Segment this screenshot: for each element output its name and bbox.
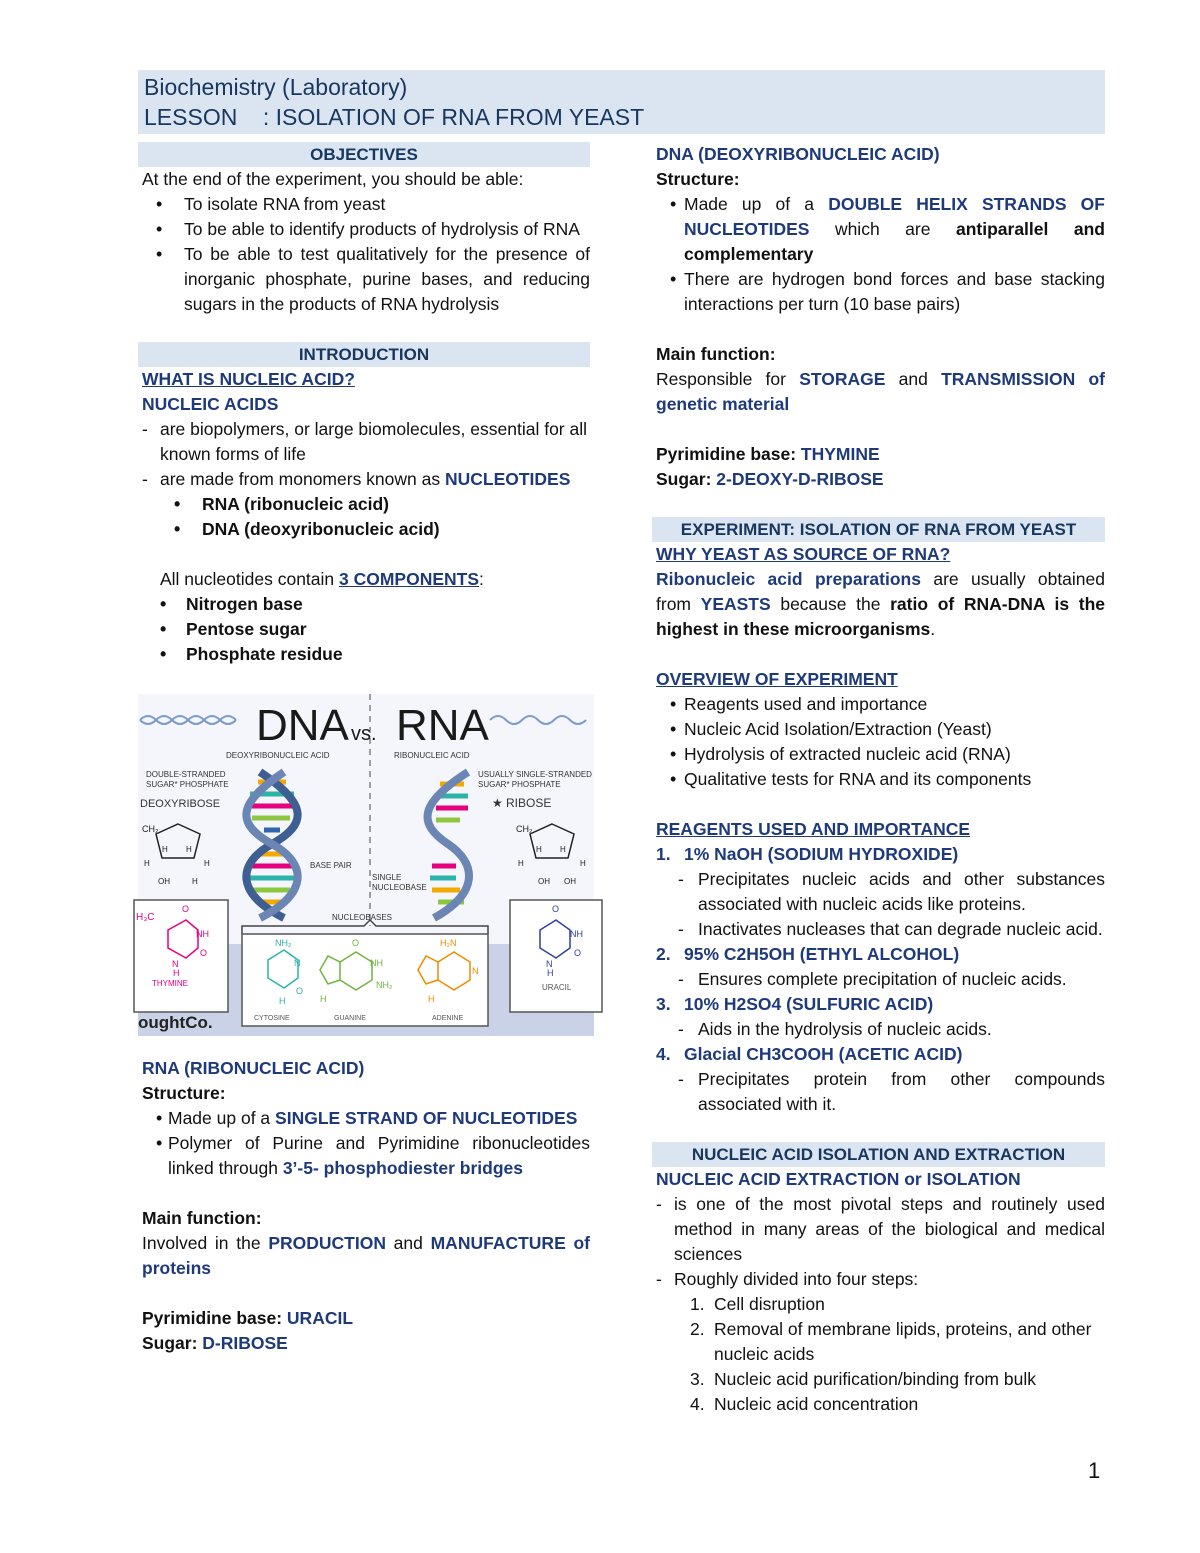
components-term: 3 COMPONENTS xyxy=(339,569,480,589)
ribose-label: RIBOSE xyxy=(506,796,552,810)
h-9: H xyxy=(518,859,524,868)
adenine-h: H xyxy=(428,994,435,1004)
list-item: • Phosphate residue xyxy=(138,642,590,667)
uracil-o-top: O xyxy=(552,904,560,914)
list-item: • Nucleic Acid Isolation/Extraction (Yeast) xyxy=(652,717,1105,742)
uracil-term: URACIL xyxy=(286,1308,354,1328)
list-item: - Precipitates nucleic acids and other substances associated with nucleic acids like proteins. xyxy=(652,867,1105,917)
why-yeast-heading: WHY YEAST AS SOURCE OF RNA? xyxy=(656,544,951,564)
text: Made up of a xyxy=(684,194,829,214)
rna-pyrimidine xyxy=(138,1306,590,1331)
list-item: • Hydrolysis of extracted nucleic acid (RNA) xyxy=(652,742,1105,767)
oh-right-1: OH xyxy=(538,877,550,886)
list-item: - Precipitates protein from other compounds associated with it. xyxy=(652,1067,1105,1117)
production-term: PRODUCTION xyxy=(268,1233,386,1253)
reagents-heading: REAGENTS USED AND IMPORTANCE xyxy=(656,819,971,839)
title-rna: RNA xyxy=(396,701,489,750)
step-text: Nucleic acid concentration xyxy=(714,1394,919,1414)
h-6: H xyxy=(536,845,542,854)
list-item: • To be able to test qualitatively for the presence of inorganic phosphate, purine bases, and reducing sugars in the products of RNA hydrolysis xyxy=(138,242,590,317)
thymine-o-top: O xyxy=(182,904,190,914)
nucleic-acid-definition xyxy=(138,417,590,492)
title-dna: DNA xyxy=(256,701,349,750)
text: because the xyxy=(770,594,891,614)
list-item xyxy=(656,842,1105,867)
guanine-o: O xyxy=(352,938,360,948)
list-item xyxy=(656,1042,1105,1067)
rna-main-function-label: Main function: xyxy=(142,1208,262,1228)
guanine-h: H xyxy=(320,994,327,1004)
list-item: - Aids in the hydrolysis of nucleic acids. xyxy=(652,1017,1105,1042)
uracil-nh: NH xyxy=(570,929,583,939)
adenine-n: N xyxy=(472,966,479,976)
text: 1. xyxy=(656,844,671,864)
deoxy-ribose-term: 2-DEOXY-D-RIBOSE xyxy=(716,469,884,489)
overview-list xyxy=(652,692,1105,792)
h3c-label: H₃C xyxy=(136,912,155,923)
cytosine-label: CYTOSINE xyxy=(254,1015,290,1022)
list-item xyxy=(652,1392,1105,1417)
cytosine-nh2: NH₂ xyxy=(275,938,292,948)
list-item: - Inactivates nucleases that can degrade nucleic acid. xyxy=(652,917,1105,942)
lesson-title: LESSON : ISOLATION OF RNA FROM YEAST xyxy=(144,104,645,130)
reagent-name: 10% H2SO4 (SULFURIC ACID) xyxy=(684,994,934,1014)
storage-term: STORAGE xyxy=(799,369,886,389)
rna-heading: RNA (RIBONUCLEIC ACID) xyxy=(142,1058,365,1078)
list-item xyxy=(652,1367,1105,1392)
h-8: H xyxy=(580,859,586,868)
cytosine-n: N xyxy=(294,958,301,968)
uracil-n: N xyxy=(546,959,553,969)
cytosine-h: H xyxy=(279,996,286,1006)
text: 4. xyxy=(656,1044,671,1064)
experiment-heading: EXPERIMENT: ISOLATION OF RNA FROM YEAST xyxy=(652,517,1105,542)
guanine-label: GUANINE xyxy=(334,1015,366,1022)
h-3: H xyxy=(204,859,210,868)
thymine-n: N xyxy=(172,959,179,969)
why-yeast-text xyxy=(652,567,1105,642)
text: Made up of a xyxy=(168,1108,276,1128)
components-intro xyxy=(138,567,590,592)
h-4: H xyxy=(144,859,150,868)
manufacture-term: MANUFACTURE of proteins xyxy=(142,1233,590,1278)
text: All nucleotides contain xyxy=(160,569,339,589)
text: 1. xyxy=(690,1294,705,1314)
rna-preparations-term: Ribonucleic acid preparations xyxy=(656,569,921,589)
dna-vs-rna-figure xyxy=(138,694,594,1036)
text: 3. xyxy=(656,994,671,1014)
list-item: • To be able to identify products of hydrolysis of RNA xyxy=(138,217,590,242)
ss-label-1: USUALLY SINGLE-STRANDED xyxy=(478,770,592,779)
deoxy-label: DEOXYRIBONUCLEIC ACID xyxy=(226,751,330,760)
thymine-o-right: O xyxy=(200,948,208,958)
reagent-notes xyxy=(652,1067,1105,1117)
thymine-nh: NH xyxy=(196,929,209,939)
list-item xyxy=(656,992,1105,1017)
d-ribose-term: D-RIBOSE xyxy=(202,1333,288,1353)
text: 3. xyxy=(690,1369,705,1389)
list-item: - Roughly divided into four steps: xyxy=(652,1267,1105,1292)
h-7: H xyxy=(560,845,566,854)
dna-vs-rna-illustration xyxy=(138,694,594,1036)
text: Sugar: xyxy=(142,1333,203,1353)
course-title: Biochemistry (Laboratory) xyxy=(144,74,408,100)
rna-main-function xyxy=(138,1231,590,1281)
dna-pyrimidine xyxy=(652,442,1105,467)
reagents-list xyxy=(652,842,1105,867)
reagent-name: 95% C2H5OH (ETHYL ALCOHOL) xyxy=(684,944,960,964)
list-item: - are biopolymers, or large biomolecules, essential for all known forms of life xyxy=(138,417,590,467)
dna-heading: DNA (DEOXYRIBONUCLEIC ACID) xyxy=(656,144,940,164)
text: which are xyxy=(809,219,956,239)
yeasts-term: YEASTS xyxy=(700,594,771,614)
rna-single-strand: SINGLE STRAND OF NUCLEOTIDES xyxy=(275,1108,578,1128)
right-column xyxy=(652,142,1105,1417)
reagent-notes xyxy=(652,967,1105,992)
ch2-right: CH₂ xyxy=(516,824,533,834)
text: 4. xyxy=(690,1394,705,1414)
text: and xyxy=(385,1233,431,1253)
rna-structure-label: Structure: xyxy=(142,1083,226,1103)
title-vs: vs. xyxy=(351,723,377,745)
ds-label-1: DOUBLE-STRANDED xyxy=(146,770,226,779)
list-item xyxy=(656,942,1105,967)
list-item: • To isolate RNA from yeast xyxy=(138,192,590,217)
antiparallel-term: antiparallel and complementary xyxy=(684,219,1105,264)
deoxyribose-label: DEOXYRIBOSE xyxy=(140,798,221,810)
list-item xyxy=(138,1131,590,1181)
list-item xyxy=(138,467,590,492)
transmission-term: TRANSMISSION of genetic material xyxy=(656,369,1105,414)
list-item xyxy=(138,1106,590,1131)
objectives-list xyxy=(138,192,590,317)
rna-phosphodiester: 3’-5- phosphodiester bridges xyxy=(282,1158,523,1178)
reagent-name: 1% NaOH (SODIUM HYDROXIDE) xyxy=(684,844,959,864)
list-item: - Ensures complete precipitation of nucleic acids. xyxy=(652,967,1105,992)
adenine-label: ADENINE xyxy=(432,1015,464,1022)
dna-main-function-label: Main function: xyxy=(656,344,776,364)
list-item: • Qualitative tests for RNA and its components xyxy=(652,767,1105,792)
isolation-heading: NUCLEIC ACID ISOLATION AND EXTRACTION xyxy=(652,1142,1105,1167)
rna-structure-list xyxy=(138,1106,590,1181)
nucleobases-label: NUCLEOBASES xyxy=(332,913,393,922)
thymine-h: H xyxy=(173,968,180,978)
guanine-nh: NH xyxy=(370,958,383,968)
text: . xyxy=(930,619,936,639)
text: are usually obtained from xyxy=(656,569,1105,614)
dna-main-function xyxy=(652,367,1105,417)
list-item: • DNA (deoxyribonucleic acid) xyxy=(138,517,590,542)
reagents-list xyxy=(652,992,1105,1017)
list-item: • Nitrogen base xyxy=(138,592,590,617)
base-pair-label: BASE PAIR xyxy=(310,861,352,870)
text: Polymer of Purine and Pyrimidine ribonucleotides linked through xyxy=(168,1133,590,1178)
single-nb-2: NUCLEOBASE xyxy=(372,883,427,892)
thymine-label: THYMINE xyxy=(152,979,188,988)
text: and xyxy=(885,369,942,389)
step-text: Nucleic acid purification/binding from bulk xyxy=(714,1369,1036,1389)
h-1: H xyxy=(162,845,168,854)
single-nb-1: SINGLE xyxy=(372,873,402,882)
text: Responsible for xyxy=(656,369,800,389)
double-helix-term: DOUBLE HELIX STRANDS OF NUCLEOTIDES xyxy=(684,194,1105,239)
dna-structure-list xyxy=(652,192,1105,317)
list-item xyxy=(652,1292,1105,1317)
text: Pyrimidine base: xyxy=(142,1308,287,1328)
isolation-subheading: NUCLEIC ACID EXTRACTION or ISOLATION xyxy=(656,1169,1021,1189)
page-number: 1 xyxy=(1088,1458,1101,1483)
list-item xyxy=(652,1317,1105,1367)
list-item xyxy=(652,192,1105,267)
uracil-o-right: O xyxy=(574,948,582,958)
ribo-label: RIBONUCLEIC ACID xyxy=(394,751,470,760)
dna-structure-label: Structure: xyxy=(656,169,740,189)
h-2: H xyxy=(186,845,192,854)
dna-sugar xyxy=(652,467,1105,492)
list-item: • There are hydrogen bond forces and base stacking interactions per turn (10 base pairs) xyxy=(652,267,1105,317)
oh-right-2: OH xyxy=(564,877,576,886)
components-list xyxy=(138,592,590,667)
step-text: Cell disruption xyxy=(714,1294,825,1314)
cytosine-o: O xyxy=(296,986,304,996)
list-item: - is one of the most pivotal steps and routinely used method in many areas of the biological and medical sciences xyxy=(652,1192,1105,1267)
overview-heading: OVERVIEW OF EXPERIMENT xyxy=(656,669,898,689)
list-item: • RNA (ribonucleic acid) xyxy=(138,492,590,517)
ss-label-2: SUGAR* PHOSPHATE xyxy=(478,780,561,789)
adenine-h2n: H₂N xyxy=(440,938,457,948)
ratio-term: ratio of RNA-DNA is the highest in these microorganisms xyxy=(656,594,1105,639)
list-item: • Reagents used and importance xyxy=(652,692,1105,717)
ds-label-2: SUGAR* PHOSPHATE xyxy=(146,780,229,789)
objectives-heading: OBJECTIVES xyxy=(138,142,590,167)
text: 2. xyxy=(656,944,671,964)
h-5: H xyxy=(192,877,198,886)
text: : xyxy=(479,569,484,589)
step-text: Removal of membrane lipids, proteins, and other nucleic acids xyxy=(714,1319,1092,1364)
reagent-notes xyxy=(652,1017,1105,1042)
reagents-list xyxy=(652,942,1105,967)
introduction-heading: INTRODUCTION xyxy=(138,342,590,367)
nucleic-acid-types xyxy=(138,492,590,542)
text: Pyrimidine base: xyxy=(656,444,801,464)
ch2-left: CH₂ xyxy=(142,824,159,834)
reagent-name: Glacial CH3COOH (ACETIC ACID) xyxy=(684,1044,963,1064)
page-header xyxy=(138,70,1105,134)
text: Involved in the xyxy=(142,1233,269,1253)
uracil-h: H xyxy=(547,968,554,978)
text: 2. xyxy=(690,1319,705,1339)
brand-logo: oughtCo. xyxy=(138,1013,213,1032)
left-column xyxy=(138,142,590,1356)
nucleotides-term: NUCLEOTIDES xyxy=(444,469,571,489)
reagent-notes xyxy=(652,867,1105,942)
text: Sugar: xyxy=(656,469,717,489)
isolation-steps xyxy=(652,1292,1105,1417)
star-icon: ★ xyxy=(492,796,503,810)
rna-sugar xyxy=(138,1331,590,1356)
uracil-label: URACIL xyxy=(542,983,572,992)
reagents-list xyxy=(652,1042,1105,1067)
guanine-nh2: NH₂ xyxy=(376,980,393,990)
text: are made from monomers known as xyxy=(160,469,445,489)
objectives-intro: At the end of the experiment, you should be able: xyxy=(142,169,524,189)
what-is-nucleic-acid: WHAT IS NUCLEIC ACID? xyxy=(142,369,355,389)
oh-left: OH xyxy=(158,877,170,886)
thymine-term: THYMINE xyxy=(800,444,880,464)
isolation-list xyxy=(652,1192,1105,1292)
list-item: • Pentose sugar xyxy=(138,617,590,642)
nucleic-acids-heading: NUCLEIC ACIDS xyxy=(142,394,279,414)
